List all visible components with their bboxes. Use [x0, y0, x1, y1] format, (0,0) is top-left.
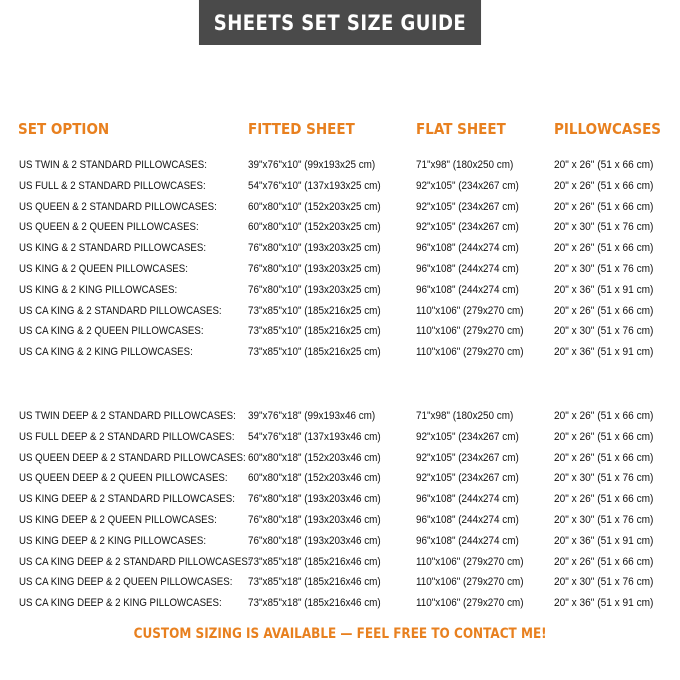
fitted-sheet-cell: 73"x85"x18" (185x216x46 cm) [248, 597, 381, 610]
custom-sizing-note [0, 626, 680, 642]
header-pillowcases: PILLOWCASES [554, 120, 662, 138]
table-row [0, 176, 680, 197]
flat-sheet-cell: 71"x98" (180x250 cm) [416, 410, 514, 422]
flat-sheet-cell: 110"x106" (279x270 cm) [416, 304, 524, 317]
set-option-cell: US QUEEN & 2 QUEEN PILLOWCASES: [19, 221, 199, 234]
table-row [0, 238, 680, 259]
pillowcases-cell: 20" x 26" (51 x 66 cm) [554, 410, 654, 422]
table-row [0, 406, 680, 427]
set-option-cell: US QUEEN DEEP & 2 STANDARD PILLOWCASES: [19, 451, 246, 464]
table-row [0, 510, 680, 531]
pillowcases-cell: 20" x 36" (51 x 91 cm) [554, 346, 654, 359]
fitted-sheet-cell: 73"x85"x10" (185x216x25 cm) [248, 325, 381, 338]
set-option-cell: US FULL DEEP & 2 STANDARD PILLOWCASES: [19, 430, 235, 443]
pillowcases-cell: 20" x 30" (51 x 76 cm) [554, 221, 654, 234]
custom-sizing-text: CUSTOM SIZING IS AVAILABLE — FEEL FREE TO CONTACT ME! [133, 626, 547, 642]
table-row [0, 552, 680, 573]
flat-sheet-cell: 92"x105" (234x267 cm) [416, 221, 519, 234]
set-option-cell: US TWIN DEEP & 2 STANDARD PILLOWCASES: [19, 410, 236, 422]
set-option-cell: US KING & 2 QUEEN PILLOWCASES: [19, 262, 188, 275]
set-option-cell: US CA KING DEEP & 2 QUEEN PILLOWCASES: [19, 576, 233, 589]
flat-sheet-cell: 96"x108" (244x274 cm) [416, 493, 519, 506]
fitted-sheet-cell: 54"x76"x18" (137x193x46 cm) [248, 430, 381, 443]
pillowcases-cell: 20" x 26" (51 x 66 cm) [554, 430, 654, 443]
pillowcases-cell: 20" x 30" (51 x 76 cm) [554, 576, 654, 589]
flat-sheet-cell: 110"x106" (279x270 cm) [416, 325, 524, 338]
fitted-sheet-cell: 54"x76"x10" (137x193x25 cm) [248, 179, 381, 192]
set-option-cell: US CA KING & 2 QUEEN PILLOWCASES: [19, 325, 204, 338]
page-title [199, 0, 481, 45]
fitted-sheet-cell: 39"x76"x18" (99x193x46 cm) [248, 410, 376, 422]
flat-sheet-cell: 96"x108" (244x274 cm) [416, 262, 519, 275]
fitted-sheet-cell: 76"x80"x18" (193x203x46 cm) [248, 513, 381, 526]
table-row [0, 572, 680, 593]
table-row [0, 321, 680, 342]
fitted-sheet-cell: 76"x80"x10" (193x203x25 cm) [248, 283, 381, 296]
set-option-cell: US KING & 2 KING PILLOWCASES: [19, 283, 178, 296]
pillowcases-cell: 20" x 26" (51 x 66 cm) [554, 304, 654, 317]
pillowcases-cell: 20" x 26" (51 x 66 cm) [554, 555, 654, 568]
fitted-sheet-cell: 73"x85"x18" (185x216x46 cm) [248, 576, 381, 589]
table-row [0, 427, 680, 448]
flat-sheet-cell: 110"x106" (279x270 cm) [416, 597, 524, 610]
set-option-cell: US CA KING DEEP & 2 KING PILLOWCASES: [19, 597, 222, 610]
pillowcases-cell: 20" x 30" (51 x 76 cm) [554, 325, 654, 338]
header-set-option: SET OPTION [18, 120, 110, 138]
fitted-sheet-cell: 73"x85"x18" (185x216x46 cm) [248, 555, 381, 568]
page-title-text: SHEETS SET SIZE GUIDE [213, 10, 467, 35]
pillowcases-cell: 20" x 30" (51 x 76 cm) [554, 513, 654, 526]
deep-size-table [0, 406, 680, 614]
pillowcases-cell: 20" x 26" (51 x 66 cm) [554, 179, 654, 192]
fitted-sheet-cell: 76"x80"x10" (193x203x25 cm) [248, 262, 381, 275]
fitted-sheet-cell: 60"x80"x18" (152x203x46 cm) [248, 451, 381, 464]
flat-sheet-cell: 92"x105" (234x267 cm) [416, 472, 519, 485]
table-row [0, 468, 680, 489]
set-option-cell: US FULL & 2 STANDARD PILLOWCASES: [19, 179, 206, 192]
header-flat-sheet: FLAT SHEET [416, 120, 506, 138]
set-option-cell: US TWIN & 2 STANDARD PILLOWCASES: [19, 159, 207, 171]
flat-sheet-cell: 110"x106" (279x270 cm) [416, 346, 524, 359]
set-option-cell: US QUEEN & 2 STANDARD PILLOWCASES: [19, 200, 217, 213]
pillowcases-cell: 20" x 36" (51 x 91 cm) [554, 534, 654, 547]
table-row [0, 217, 680, 238]
table-row [0, 448, 680, 469]
flat-sheet-cell: 96"x108" (244x274 cm) [416, 513, 519, 526]
pillowcases-cell: 20" x 36" (51 x 91 cm) [554, 597, 654, 610]
set-option-cell: US KING & 2 STANDARD PILLOWCASES: [19, 242, 207, 255]
pillowcases-cell: 20" x 26" (51 x 66 cm) [554, 493, 654, 506]
table-row [0, 280, 680, 301]
flat-sheet-cell: 96"x108" (244x274 cm) [416, 534, 519, 547]
flat-sheet-cell: 110"x106" (279x270 cm) [416, 555, 524, 568]
flat-sheet-cell: 96"x108" (244x274 cm) [416, 242, 519, 255]
fitted-sheet-cell: 60"x80"x18" (152x203x46 cm) [248, 472, 381, 485]
pillowcases-cell: 20" x 26" (51 x 66 cm) [554, 200, 654, 213]
flat-sheet-cell: 92"x105" (234x267 cm) [416, 451, 519, 464]
set-option-cell: US CA KING DEEP & 2 STANDARD PILLOWCASES: [19, 555, 251, 568]
set-option-cell: US KING DEEP & 2 KING PILLOWCASES: [19, 534, 207, 547]
header-fitted-sheet: FITTED SHEET [248, 120, 355, 138]
fitted-sheet-cell: 60"x80"x10" (152x203x25 cm) [248, 221, 381, 234]
fitted-sheet-cell: 39"x76"x10" (99x193x25 cm) [248, 159, 376, 171]
pillowcases-cell: 20" x 30" (51 x 76 cm) [554, 472, 654, 485]
fitted-sheet-cell: 76"x80"x18" (193x203x46 cm) [248, 493, 381, 506]
fitted-sheet-cell: 73"x85"x10" (185x216x25 cm) [248, 304, 381, 317]
table-row [0, 342, 680, 363]
table-row [0, 197, 680, 218]
table-row [0, 531, 680, 552]
table-row [0, 593, 680, 614]
set-option-cell: US KING DEEP & 2 QUEEN PILLOWCASES: [19, 513, 217, 526]
flat-sheet-cell: 92"x105" (234x267 cm) [416, 430, 519, 443]
pillowcases-cell: 20" x 26" (51 x 66 cm) [554, 242, 654, 255]
flat-sheet-cell: 92"x105" (234x267 cm) [416, 200, 519, 213]
standard-size-table [0, 155, 680, 363]
set-option-cell: US CA KING & 2 KING PILLOWCASES: [19, 346, 193, 359]
table-row [0, 301, 680, 322]
flat-sheet-cell: 110"x106" (279x270 cm) [416, 576, 524, 589]
fitted-sheet-cell: 60"x80"x10" (152x203x25 cm) [248, 200, 381, 213]
flat-sheet-cell: 92"x105" (234x267 cm) [416, 179, 519, 192]
flat-sheet-cell: 96"x108" (244x274 cm) [416, 283, 519, 296]
fitted-sheet-cell: 73"x85"x10" (185x216x25 cm) [248, 346, 381, 359]
pillowcases-cell: 20" x 26" (51 x 66 cm) [554, 451, 654, 464]
set-option-cell: US KING DEEP & 2 STANDARD PILLOWCASES: [19, 493, 235, 506]
pillowcases-cell: 20" x 30" (51 x 76 cm) [554, 262, 654, 275]
fitted-sheet-cell: 76"x80"x18" (193x203x46 cm) [248, 534, 381, 547]
pillowcases-cell: 20" x 26" (51 x 66 cm) [554, 159, 654, 171]
table-row [0, 155, 680, 176]
pillowcases-cell: 20" x 36" (51 x 91 cm) [554, 283, 654, 296]
table-row [0, 259, 680, 280]
flat-sheet-cell: 71"x98" (180x250 cm) [416, 159, 514, 171]
set-option-cell: US CA KING & 2 STANDARD PILLOWCASES: [19, 304, 222, 317]
set-option-cell: US QUEEN DEEP & 2 QUEEN PILLOWCASES: [19, 472, 228, 485]
table-row [0, 489, 680, 510]
fitted-sheet-cell: 76"x80"x10" (193x203x25 cm) [248, 242, 381, 255]
